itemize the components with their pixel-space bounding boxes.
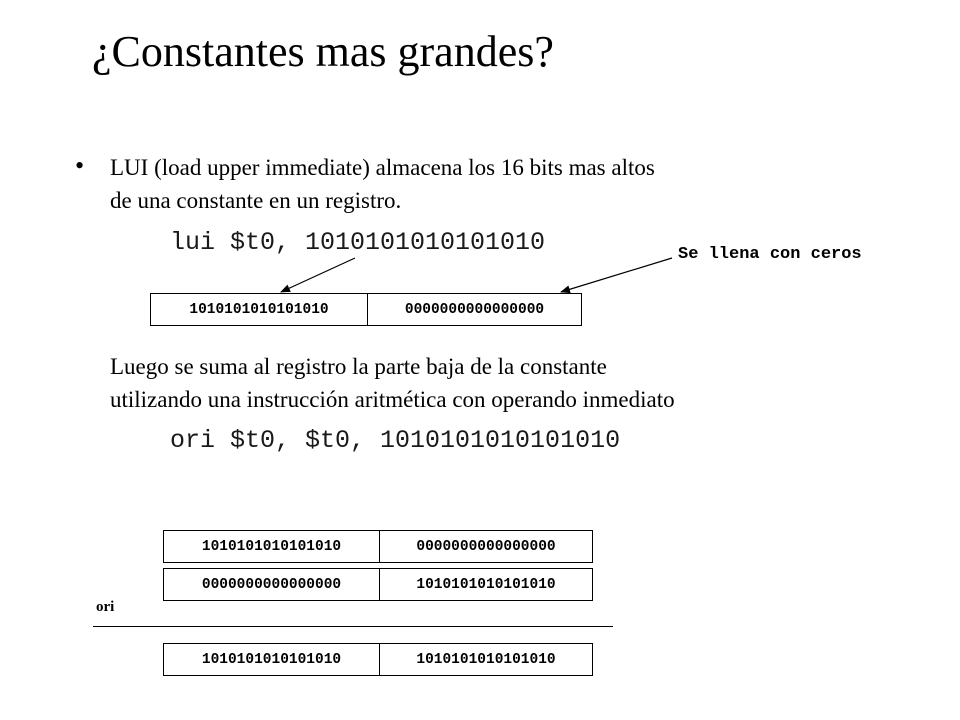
zero-fill-note: Se llena con ceros bbox=[678, 245, 862, 264]
lui-instruction: lui $t0, 1010101010101010 bbox=[170, 228, 546, 257]
ori-operation-label: ori bbox=[96, 599, 115, 615]
slide-title: ¿Constantes mas grandes? bbox=[92, 27, 554, 76]
ori-operand1-high: 1010101010101010 bbox=[201, 538, 342, 555]
register-lui-high: 1010101010101010 bbox=[189, 301, 329, 318]
ori-operand2-high: 0000000000000000 bbox=[201, 576, 342, 593]
paragraph2-line2: utilizando una instrucción aritmética con operando inmediato bbox=[110, 387, 675, 412]
paragraph1-line1: LUI (load upper immediate) almacena los 16 bits mas altos bbox=[110, 155, 655, 180]
ori-operand1-low: 0000000000000000 bbox=[379, 531, 592, 562]
paragraph1-line2: de una constante en un registro. bbox=[110, 188, 402, 213]
bullet-marker: • bbox=[75, 151, 85, 180]
ori-instruction: ori $t0, $t0, 1010101010101010 bbox=[170, 426, 621, 455]
ori-result-low: 1010101010101010 bbox=[379, 644, 592, 675]
ori-result-high: 1010101010101010 bbox=[201, 651, 342, 668]
ori-operand2-low: 1010101010101010 bbox=[379, 569, 592, 600]
arrow-to-high-half bbox=[281, 258, 355, 292]
arrow-to-low-half bbox=[561, 258, 672, 292]
paragraph2-line1: Luego se suma al registro la parte baja de la constante bbox=[110, 354, 607, 379]
register-lui-low: 0000000000000000 bbox=[367, 294, 581, 325]
